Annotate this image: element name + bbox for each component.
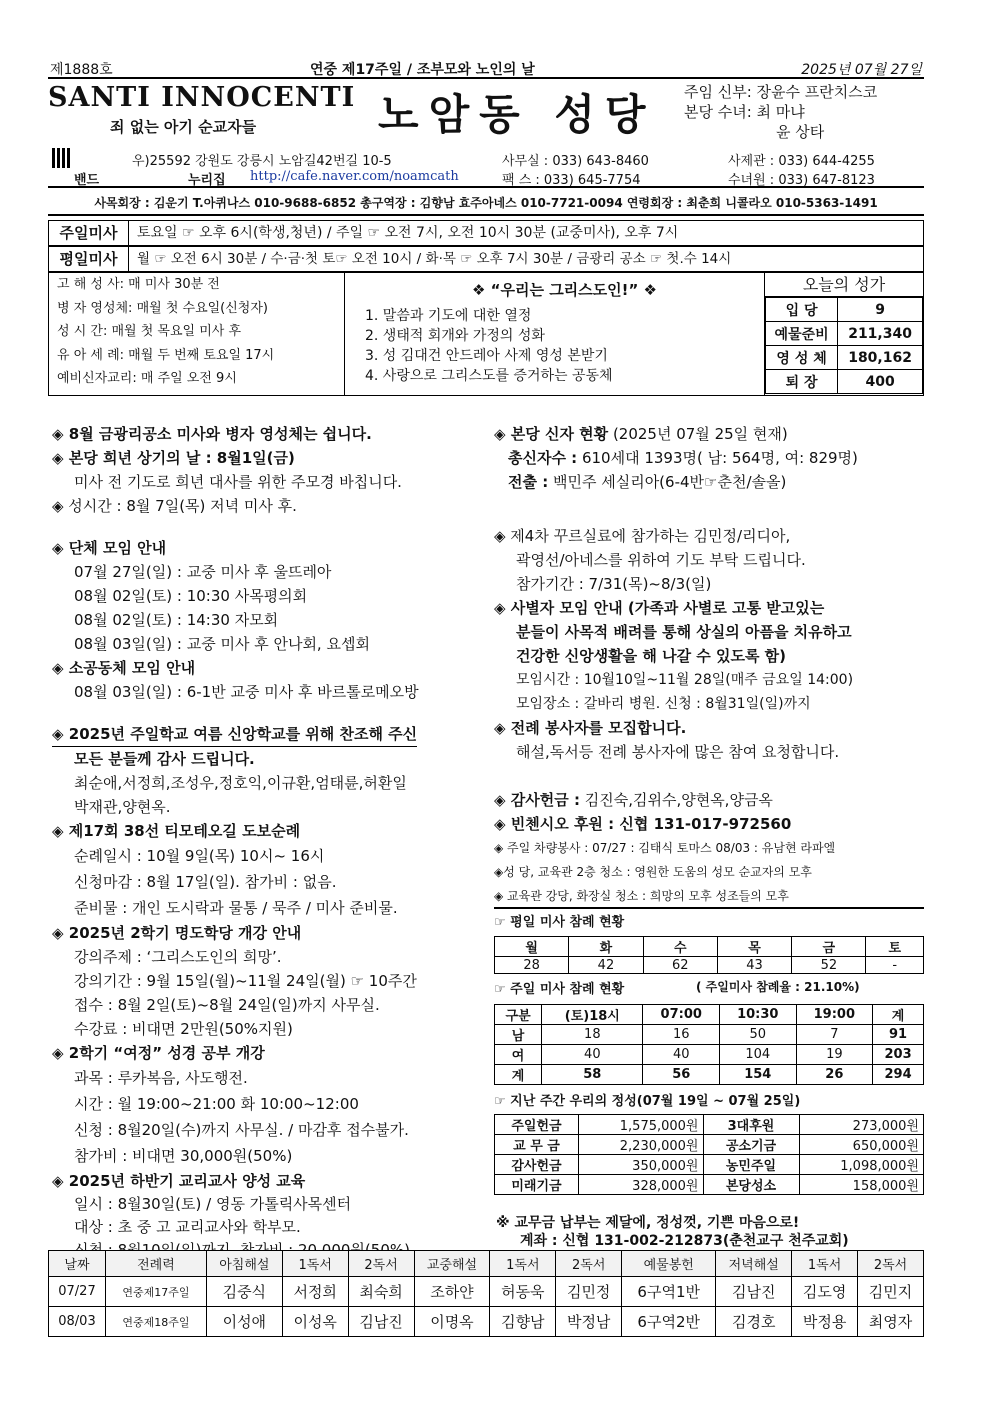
attendance-value: 26 xyxy=(796,1065,873,1085)
finance-amount: 273,000원 xyxy=(799,1115,924,1135)
attendance-value: 7 xyxy=(796,1025,873,1045)
duty-person: 김남진 xyxy=(348,1307,414,1337)
duty-person: 이성애 xyxy=(206,1307,282,1337)
vehicle-service: ◈ 주일 차량봉사 : 07/27 : 김태식 토마스 08/03 : 유남현 라파엘 xyxy=(494,841,836,855)
cursillo-notice: ◈ 제4차 꾸르실료에 참가하는 김민정/리디아, xyxy=(494,527,791,545)
duty-person: 서정희 xyxy=(282,1277,348,1307)
latin-subtitle: 죄 없는 아기 순교자들 xyxy=(110,118,257,136)
attendance-value: 50 xyxy=(720,1025,797,1045)
notice-gongso: ◈ 8월 금광리공소 미사와 병자 영성체는 쉽니다. xyxy=(52,425,372,443)
total-count: 610세대 1393명( 남: 564명, 여: 829명) xyxy=(581,449,858,467)
info-box xyxy=(48,272,924,396)
sacrament-item: 고 해 성 사: 매 미사 30분 전 xyxy=(57,277,220,292)
attendance-total: 91 xyxy=(873,1025,924,1045)
left-column xyxy=(52,422,482,1262)
duty-person: 김민지 xyxy=(858,1277,924,1307)
weekday-mass-row xyxy=(48,246,924,272)
attendance-value: 40 xyxy=(542,1045,643,1065)
notice-holy-hour: ◈ 성시간 : 8월 7일(목) 저녁 미사 후. xyxy=(52,497,297,515)
group-meeting-item: 08월 02일(토) : 10:30 사목평의회 xyxy=(74,587,308,605)
duty-header: 1독서 xyxy=(490,1251,556,1277)
row-label: 계 xyxy=(495,1065,542,1085)
address: 우)25592 강원도 강릉시 노암길42번길 10-5 xyxy=(132,154,392,169)
notice-jubilee: ◈ 본당 희년 상기의 날 : 8월1일(금) xyxy=(52,449,295,467)
office-phone: 사무실 : 033) 643-8460 xyxy=(502,154,649,169)
duty-liturgy: 연중제18주일 xyxy=(105,1307,206,1337)
catechist-title: ◈ 2025년 하반기 교리교사 양성 교육 xyxy=(52,1172,306,1190)
church-cleaning: ◈성 당, 교육관 2층 청소 : 영원한 도움의 성모 순교자의 모후 xyxy=(494,865,812,879)
rectory-phone: 사제관 : 033) 644-4255 xyxy=(728,154,875,169)
school-item: 수강료 : 비대면 2만원(50%지원) xyxy=(74,1020,293,1038)
parishioner-title: ◈ 본당 신자 현황 xyxy=(494,425,609,443)
finance-label: 본당성소 xyxy=(703,1175,799,1195)
attendance-total: 294 xyxy=(873,1065,924,1085)
school-item: 강의주제 : ‘그리스도인의 희망’. xyxy=(74,948,282,966)
duty-header: 날짜 xyxy=(49,1251,106,1277)
transfer-out: 백민주 세실리아(6-4반☞춘천/솔올) xyxy=(552,473,787,491)
finance-table xyxy=(494,1114,924,1195)
fax: 팩 스 : 033) 645-7754 xyxy=(502,173,641,188)
duty-person: 김중식 xyxy=(206,1277,282,1307)
duty-person: 6구역2반 xyxy=(622,1307,716,1337)
bible-study-item: 신청 : 8월20일(수)까지 사무실. / 마감후 접수불가. xyxy=(74,1121,409,1139)
finance-label: 농민주일 xyxy=(703,1155,799,1175)
row-label: 남 xyxy=(495,1025,542,1045)
thanks-title-2: 모든 분들께 감사 드립니다. xyxy=(74,750,255,768)
attendance-value: 43 xyxy=(717,957,791,974)
col-header: 계 xyxy=(873,1005,924,1025)
duty-person: 조하얀 xyxy=(414,1277,490,1307)
duty-person: 최숙희 xyxy=(348,1277,414,1307)
qr-code-icon xyxy=(52,148,72,168)
sunday-attendance-table xyxy=(494,1004,924,1085)
parish-staff xyxy=(684,82,877,142)
total-label: 총신자수 : xyxy=(508,449,578,467)
duty-person: 최영자 xyxy=(858,1307,924,1337)
volunteer-desc: 해설,독서등 전례 봉사자에 많은 참여 요청합니다. xyxy=(516,743,840,761)
hymn-table xyxy=(765,297,923,394)
attendance-value: 56 xyxy=(643,1065,720,1085)
duty-header: 아침해설 xyxy=(206,1251,282,1277)
thanks-names: 최순애,서정희,조성우,정호익,이규환,엄태륜,허환일 xyxy=(74,774,407,792)
attendance-value: 18 xyxy=(542,1025,643,1045)
duty-person: 이성옥 xyxy=(282,1307,348,1337)
band-label[interactable]: 밴드 xyxy=(74,173,100,188)
attendance-value: 40 xyxy=(643,1045,720,1065)
cursillo-notice-2: 곽영선/아네스를 위하여 기도 부탁 드립니다. xyxy=(516,551,806,569)
hymn-box xyxy=(765,273,923,395)
thanks-title: ◈ 2025년 주일학교 여름 신앙학교를 위해 찬조해 주신 xyxy=(52,722,417,747)
vision-title: ❖ “우리는 그리스도인!” ❖ xyxy=(471,281,658,299)
pilgrimage-item: 신청마감 : 8월 17일(일). 참가비 : 없음. xyxy=(74,873,337,891)
sacraments-list xyxy=(49,273,345,395)
hymn-label: 영 성 체 xyxy=(766,346,838,370)
duty-header: 전례력 xyxy=(105,1251,206,1277)
duty-person: 김향남 xyxy=(490,1307,556,1337)
day-header: 금 xyxy=(792,937,866,957)
catechist-item: 신청 : 8월10일(일)까지. 참가비 : 20,000원(50%) xyxy=(74,1241,410,1259)
finance-amount: 158,000원 xyxy=(799,1175,924,1195)
pilgrimage-title: ◈ 제17회 38선 티모테오길 도보순례 xyxy=(52,822,301,840)
school-item: 강의기간 : 9월 15일(월)~11월 24일(월) ☞ 10주간 xyxy=(74,972,417,990)
right-column xyxy=(494,422,924,908)
bereavement-desc-2: 건강한 신앙생활을 해 나갈 수 있도록 함) xyxy=(516,647,787,665)
group-meeting-item: 07월 27일(일) : 교중 미사 후 울뜨레아 xyxy=(74,563,332,581)
parishioner-date: (2025년 07월 25일 현재) xyxy=(612,425,788,443)
day-header: 목 xyxy=(717,937,791,957)
sacrament-item: 성 시 간: 매월 첫 목요일 미사 후 xyxy=(57,324,242,339)
duty-liturgy: 연중제17주일 xyxy=(105,1277,206,1307)
hymn-title: 오늘의 성가 xyxy=(765,273,923,297)
school-title: ◈ 2025년 2학기 명도학당 개강 안내 xyxy=(52,924,302,942)
tithe-account: 계좌 : 신협 131-002-212873(춘천교구 천주교회) xyxy=(520,1233,849,1249)
vision-item: 2. 생태적 회개와 가정의 성화 xyxy=(365,328,545,344)
finance-title: ☞ 지난 주간 우리의 정성(07월 19일 ~ 07월 25일) xyxy=(494,1094,801,1109)
col-header: 구분 xyxy=(495,1005,542,1025)
finance-amount: 1,098,000원 xyxy=(799,1155,924,1175)
bereavement-title: ◈ 사별자 모임 안내 (가족과 사별로 고통 받고있는 xyxy=(494,599,825,617)
notice-jubilee-detail: 미사 전 기도로 희년 대사를 위한 주모경 바칩니다. xyxy=(74,473,402,491)
vincent-support: ◈ 빈첸시오 후원 : 신협 131-017-972560 xyxy=(494,815,792,833)
finance-label: 미래기금 xyxy=(495,1175,579,1195)
duty-date: 07/27 xyxy=(49,1277,106,1307)
duty-header: 2독서 xyxy=(556,1251,622,1277)
cafe-link[interactable]: http://cafe.naver.com/noamcath xyxy=(250,169,459,184)
duty-header: 예물봉헌 xyxy=(622,1251,716,1277)
attendance-value: 28 xyxy=(495,957,569,974)
col-header: 07:00 xyxy=(643,1005,720,1025)
row-label: 여 xyxy=(495,1045,542,1065)
group-meeting-item: 08월 02일(토) : 14:30 자모회 xyxy=(74,611,279,629)
finance-label: 주일헌금 xyxy=(495,1115,579,1135)
cursillo-period: 참가기간 : 7/31(목)~8/3(일) xyxy=(516,575,712,593)
vision-item: 3. 성 김대건 안드레아 사제 영성 본받기 xyxy=(365,348,608,364)
attendance-value: 52 xyxy=(792,957,866,974)
sunday-mass-times: 토요일 ☞ 오후 6시(학생,청년) / 주일 ☞ 오전 7시, 오전 10시 30분 (교중미사), 오후 7시 xyxy=(137,225,679,241)
col-header: (토)18시 xyxy=(542,1005,643,1025)
thanks-offering-label: ◈ 감사헌금 : xyxy=(494,791,580,809)
small-community-title: ◈ 소공동체 모임 안내 xyxy=(52,659,196,677)
parish-vision xyxy=(345,273,765,395)
bible-study-item: 참가비 : 비대면 30,000원(50%) xyxy=(74,1147,293,1165)
finance-amount: 1,575,000원 xyxy=(579,1115,704,1135)
duty-person: 허동욱 xyxy=(490,1277,556,1307)
bible-study-item: 시간 : 월 19:00~21:00 화 10:00~12:00 xyxy=(74,1095,359,1113)
group-meeting-item: 08월 03일(일) : 교중 미사 후 안나회, 요셉회 xyxy=(74,635,370,653)
duty-header: 2독서 xyxy=(858,1251,924,1277)
duty-header: 2독서 xyxy=(348,1251,414,1277)
sacrament-item: 예비신자교리: 매 주일 오전 9시 xyxy=(57,371,237,386)
sunday-attendance-title: ☞ 주일 미사 참례 현황 xyxy=(494,982,625,997)
duty-person: 김경호 xyxy=(716,1307,792,1337)
duty-header: 1독서 xyxy=(792,1251,858,1277)
thanks-names-2: 박재관,양현옥. xyxy=(74,798,171,816)
weekday-attendance-table xyxy=(494,936,924,974)
finance-label: 3대후원 xyxy=(703,1115,799,1135)
issue-number: 제1888호 xyxy=(50,62,113,78)
duty-header: 저녁해설 xyxy=(716,1251,792,1277)
catechist-item: 대상 : 초 중 고 교리교사와 학부모. xyxy=(74,1218,301,1236)
group-meeting-title: ◈ 단체 모임 안내 xyxy=(52,539,167,557)
attendance-value: 19 xyxy=(796,1045,873,1065)
attendance-value: 154 xyxy=(720,1065,797,1085)
day-header: 토 xyxy=(866,937,924,957)
col-header: 10:30 xyxy=(720,1005,797,1025)
weekday-attendance-title: ☞ 평일 미사 참례 현황 xyxy=(494,907,924,930)
attendance-value: 16 xyxy=(643,1025,720,1045)
transfer-label: 전출 : xyxy=(508,473,549,491)
duty-person: 박정남 xyxy=(556,1307,622,1337)
thanks-offering-names: 김진숙,김위수,양현옥,양금옥 xyxy=(584,791,773,809)
finance-amount: 650,000원 xyxy=(799,1135,924,1155)
hymn-number: 180,162 xyxy=(838,346,923,370)
liturgical-theme: 연중 제17주일 / 조부모와 노인의 날 xyxy=(310,62,535,78)
attendance-value: 42 xyxy=(569,957,643,974)
convent-phone: 수녀원 : 033) 647-8123 xyxy=(728,173,875,188)
weekday-mass-times: 월 ☞ 오전 6시 30분 / 수·금·첫 토☞ 오전 10시 / 화·목 ☞ 오후 7시 30분 / 금광리 공소 ☞ 첫.수 14시 xyxy=(137,251,732,267)
hymn-label: 입 당 xyxy=(766,298,838,322)
finance-label: 교 무 금 xyxy=(495,1135,579,1155)
liturgy-duty-table xyxy=(48,1250,924,1337)
finance-label: 감사헌금 xyxy=(495,1155,579,1175)
pastor: 주임 신부: 장윤수 프란치스코 xyxy=(684,83,878,101)
sunday-mass-label: 주일미사 xyxy=(49,221,129,245)
attendance-value: 58 xyxy=(542,1065,643,1085)
sunday-mass-row xyxy=(48,220,924,246)
hymn-number: 9 xyxy=(838,298,923,322)
day-header: 월 xyxy=(495,937,569,957)
col-header: 19:00 xyxy=(796,1005,873,1025)
weekday-mass-label: 평일미사 xyxy=(49,247,129,271)
finance-amount: 328,000원 xyxy=(579,1175,704,1195)
duty-person: 김도영 xyxy=(792,1277,858,1307)
vision-item: 1. 말씀과 기도에 대한 열정 xyxy=(365,308,532,324)
bereavement-desc: 분들이 사목적 배려를 통해 상실의 아픔을 치유하고 xyxy=(516,623,852,641)
sister-1: 본당 수녀: 최 마냐 xyxy=(684,103,805,121)
hall-cleaning: ◈ 교육관 강당, 화장실 청소 : 희망의 모후 성조들의 모후 xyxy=(494,889,789,903)
catechist-item: 일시 : 8월30일(토) / 영동 가톨릭사목센터 xyxy=(74,1195,352,1213)
attendance-total: 203 xyxy=(873,1045,924,1065)
issue-date: 2025년 07월 27일 xyxy=(801,62,922,78)
duty-header: 1독서 xyxy=(282,1251,348,1277)
tithe-note: ※ 교무금 납부는 제달에, 정성껏, 기쁜 마음으로! xyxy=(496,1215,800,1231)
hymn-label: 퇴 장 xyxy=(766,370,838,394)
vision-item: 4. 사랑으로 그리스도를 증거하는 공동체 xyxy=(365,368,613,384)
finance-amount: 350,000원 xyxy=(579,1155,704,1175)
contact-block xyxy=(48,148,924,188)
duty-date: 08/03 xyxy=(49,1307,106,1337)
sacrament-item: 유 아 세 례: 매월 두 번째 토요일 17시 xyxy=(57,347,275,363)
sister-2: 윤 상타 xyxy=(776,123,825,141)
attendance-value: - xyxy=(866,957,924,974)
day-header: 화 xyxy=(569,937,643,957)
duty-person: 김남진 xyxy=(716,1277,792,1307)
finance-label: 공소기금 xyxy=(703,1135,799,1155)
finance-amount: 2,230,000원 xyxy=(579,1135,704,1155)
hymn-number: 211,340 xyxy=(838,322,923,346)
duty-person: 박정용 xyxy=(792,1307,858,1337)
bereavement-time: 모임시간 : 10월10일~11월 28일(매주 금요일 14:00) xyxy=(516,672,854,688)
pilgrimage-item: 준비물 : 개인 도시락과 물통 / 묵주 / 미사 준비물. xyxy=(74,899,398,917)
hymn-label: 예물준비 xyxy=(766,322,838,346)
bible-study-title: ◈ 2학기 “여정” 성경 공부 개강 xyxy=(52,1044,265,1062)
attendance-value: 62 xyxy=(643,957,717,974)
sunday-attendance-rate: ( 주일미사 참례율 : 21.10%) xyxy=(696,980,860,994)
volunteer-title: ◈ 전례 봉사자를 모집합니다. xyxy=(494,719,687,737)
pilgrimage-item: 순례일시 : 10월 9일(목) 10시~ 16시 xyxy=(74,847,325,865)
attendance-value: 104 xyxy=(720,1045,797,1065)
day-header: 수 xyxy=(643,937,717,957)
sacrament-item: 병 자 영성체: 매월 첫 수요일(신청자) xyxy=(57,300,268,316)
bible-study-item: 과목 : 루카복음, 사도행전. xyxy=(74,1069,248,1087)
duty-person: 6구역1반 xyxy=(622,1277,716,1307)
masthead xyxy=(48,82,924,142)
parish-title: 노암동 성당 xyxy=(378,90,656,139)
small-community-item: 08월 03일(일) : 6-1반 교중 미사 후 바르톨로메오방 xyxy=(74,683,419,701)
top-info-bar xyxy=(48,55,924,79)
bereavement-place: 모임장소 : 갈바리 병원. 신청 : 8월31일(일)까지 xyxy=(516,696,811,712)
duty-person: 김민정 xyxy=(556,1277,622,1307)
leaders-line: 사목회장 : 김운기 T.아퀴나스 010-9688-6852 총구역장 : 김향남 효주아네스 010-7721-0094 연령회장 : 최춘희 니콜라오 010-5363-1491 xyxy=(48,190,924,216)
hymn-number: 400 xyxy=(838,370,923,394)
cafe-label: 누리집 xyxy=(188,173,226,188)
school-item: 접수 : 8월 2일(토)~8월 24일(일)까지 사무실. xyxy=(74,996,380,1014)
latin-title: SANTI INNOCENTI xyxy=(48,82,356,113)
duty-person: 이명옥 xyxy=(414,1307,490,1337)
duty-header: 교중해설 xyxy=(414,1251,490,1277)
